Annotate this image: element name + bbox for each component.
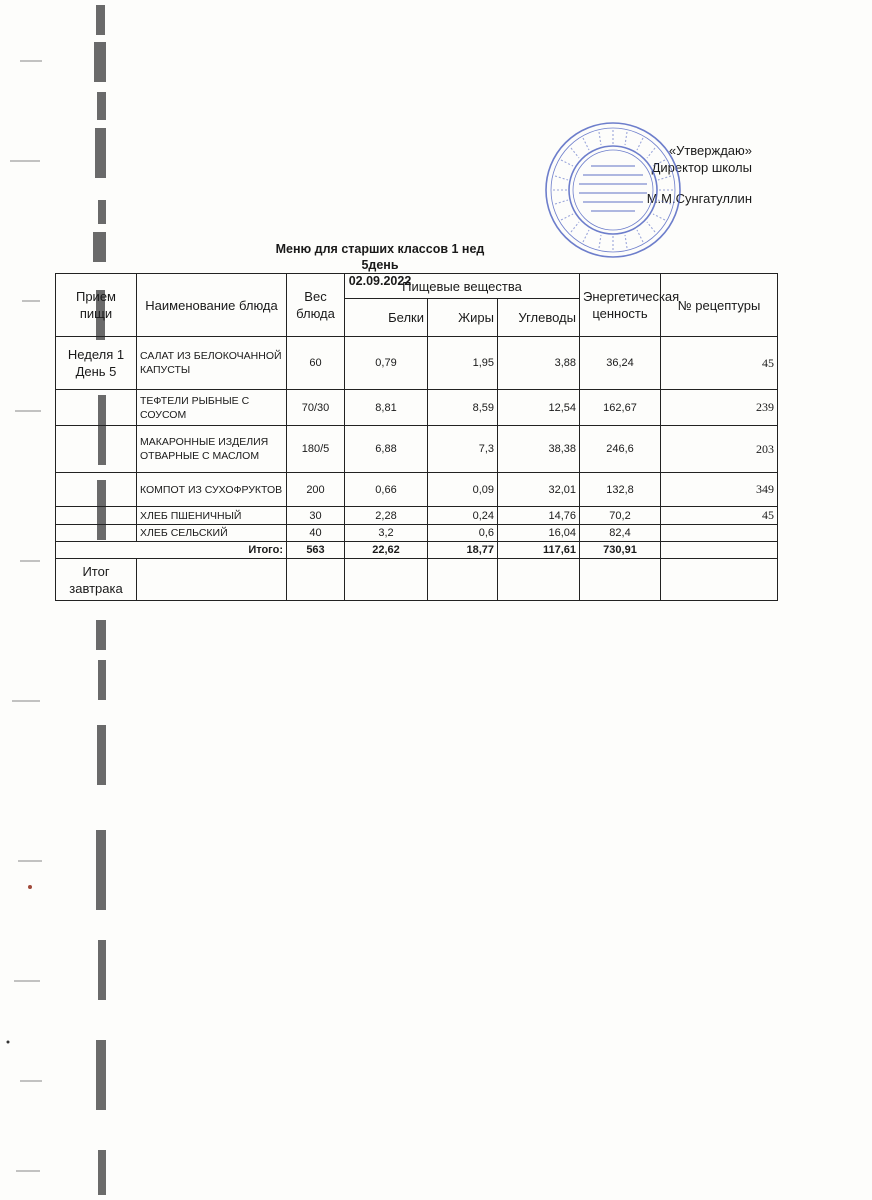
- table-row: [56, 473, 778, 507]
- dish-carbs: 3,88: [498, 337, 580, 390]
- dish-weight: 180/5: [287, 426, 345, 473]
- breakfast-total-label: Итог завтрака: [56, 559, 137, 601]
- dish-fat: 8,59: [428, 390, 498, 426]
- dish-protein: 0,66: [345, 473, 428, 507]
- menu-date: 02.09.2022: [348, 274, 412, 288]
- dish-protein: 2,28: [345, 507, 428, 525]
- dish-recipe: [661, 525, 778, 542]
- header-meal: Прием пищи: [56, 274, 137, 337]
- dish-carbs: 16,04: [498, 525, 580, 542]
- total-protein: 22,62: [345, 542, 428, 559]
- header-carbs: Углеводы: [498, 299, 580, 337]
- dish-recipe: 239: [661, 390, 778, 426]
- dish-weight: 30: [287, 507, 345, 525]
- dish-protein: 3,2: [345, 525, 428, 542]
- dish-weight: 40: [287, 525, 345, 542]
- dish-name: ХЛЕБ СЕЛЬСКИЙ: [137, 525, 287, 542]
- menu-title-line: Меню для старших классов 1 нед 5день: [275, 242, 485, 272]
- dish-recipe: 203: [661, 426, 778, 473]
- total-fat: 18,77: [428, 542, 498, 559]
- table-row: [56, 507, 778, 525]
- dish-energy: 82,4: [580, 525, 661, 542]
- approval-heading: «Утверждаю»: [668, 143, 752, 158]
- dish-weight: 60: [287, 337, 345, 390]
- dish-recipe: 349: [661, 473, 778, 507]
- dish-name: ХЛЕБ ПШЕНИЧНЫЙ: [137, 507, 287, 525]
- approval-signatory: М.М.Сунгатуллин: [646, 191, 752, 206]
- total-carbs: 117,61: [498, 542, 580, 559]
- dish-fat: 1,95: [428, 337, 498, 390]
- dish-protein: 0,79: [345, 337, 428, 390]
- table-row: [56, 337, 778, 390]
- dish-name: ТЕФТЕЛИ РЫБНЫЕ С СОУСОМ: [137, 390, 287, 426]
- header-energy: Энергетическая ценность: [580, 274, 661, 337]
- dish-protein: 6,88: [345, 426, 428, 473]
- total-row: [56, 542, 778, 559]
- dish-carbs: 14,76: [498, 507, 580, 525]
- dish-weight: 70/30: [287, 390, 345, 426]
- dish-fat: 0,24: [428, 507, 498, 525]
- dish-recipe: 45: [661, 337, 778, 390]
- dish-carbs: 38,38: [498, 426, 580, 473]
- dish-protein: 8,81: [345, 390, 428, 426]
- header-dish: Наименование блюда: [137, 274, 287, 337]
- summary-row: [56, 559, 778, 601]
- header-recipe: № рецептуры: [661, 274, 778, 337]
- dish-carbs: 32,01: [498, 473, 580, 507]
- approval-position: Директор школы: [651, 160, 752, 175]
- menu-table: [55, 273, 778, 601]
- header-fat: Жиры: [428, 299, 498, 337]
- table-row: [56, 426, 778, 473]
- dish-name: МАКАРОННЫЕ ИЗДЕЛИЯ ОТВАРНЫЕ С МАСЛОМ: [137, 426, 287, 473]
- table-row: [56, 390, 778, 426]
- header-protein: Белки: [345, 299, 428, 337]
- official-seal: [543, 120, 683, 260]
- total-weight: 563: [287, 542, 345, 559]
- dish-name: КОМПОТ ИЗ СУХОФРУКТОВ: [137, 473, 287, 507]
- table-row: [56, 525, 778, 542]
- dish-energy: 132,8: [580, 473, 661, 507]
- dish-carbs: 12,54: [498, 390, 580, 426]
- total-label: Итого:: [56, 542, 287, 559]
- header-nutrients: Пищевые вещества: [345, 274, 580, 299]
- dish-recipe: 45: [661, 507, 778, 525]
- dish-energy: 36,24: [580, 337, 661, 390]
- dish-energy: 162,67: [580, 390, 661, 426]
- dish-name: САЛАТ ИЗ БЕЛОКОЧАННОЙ КАПУСТЫ: [137, 337, 287, 390]
- dish-energy: 246,6: [580, 426, 661, 473]
- dish-fat: 0,6: [428, 525, 498, 542]
- meal-label: Неделя 1 День 5: [56, 337, 137, 390]
- header-weight: Вес блюда: [287, 274, 345, 337]
- dish-energy: 70,2: [580, 507, 661, 525]
- dish-fat: 7,3: [428, 426, 498, 473]
- total-energy: 730,91: [580, 542, 661, 559]
- dish-fat: 0,09: [428, 473, 498, 507]
- dish-weight: 200: [287, 473, 345, 507]
